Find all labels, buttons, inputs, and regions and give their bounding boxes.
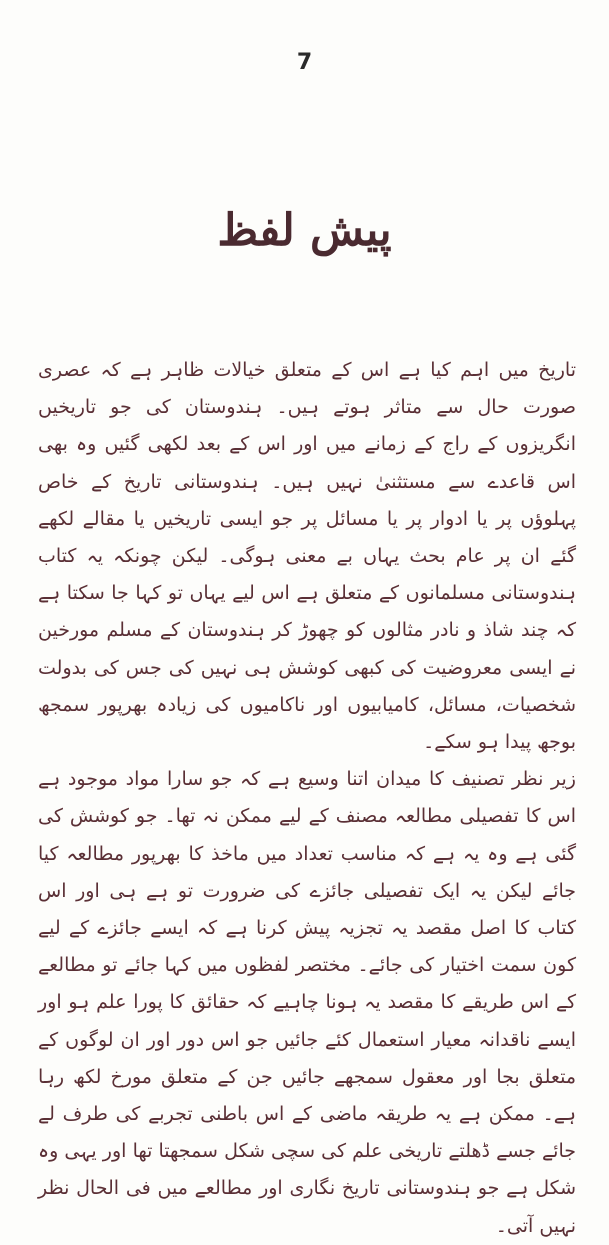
- body-text: [38, 352, 576, 1245]
- paragraph-1: تاریخ میں اہم کیا ہے اس کے متعلق خیالات ظاہر ہے کہ عصری صورت حال سے متاثر ہوتے ہیں۔ ہندوستان کی جو تاریخیں انگریزوں کے راج کے زمانے میں اور اس کے بعد لکھی گئیں وہ بھی اس قاعدے سے مستثنیٰ نہیں ہیں۔ ہندوستانی تاریخ کے خاص پہلوؤں پر یا ادوار پر یا مسائل پر جو ایسی تاریخیں یا مقالے لکھے گئے ان پر عام بحث یہاں بے معنی ہوگی۔ لیکن چونکہ یہ کتاب ہندوستانی مسلمانوں کے متعلق ہے اس لیے یہاں تو کہا جا سکتا ہے کہ چند شاذ و نادر مثالوں کو چھوڑ کر ہندوستان کے مسلم مورخین نے ایسی معروضیت کی کبھی کوشش ہی نہیں کی جس کی بدولت شخصیات، مسائل، کامیابیوں اور ناکامیوں کی زیادہ بھرپور سمجھ بوجھ پیدا ہو سکے۔: [38, 359, 576, 754]
- page-number: 7: [296, 50, 313, 75]
- page-title: پیش لفظ: [217, 205, 392, 256]
- paragraph-2: زیر نظر تصنیف کا میدان اتنا وسیع ہے کہ جو سارا مواد موجود ہے اس کا تفصیلی مطالعہ مصنف کے لیے ممکن نہ تھا۔ جو کوشش کی گئی ہے وہ یہ ہے کہ مناسب تعداد میں ماخذ کا بھرپور مطالعہ کیا جائے لیکن یہ ایک تفصیلی جائزے کی ضرورت تو ہے ہی اور اس کتاب کا اصل مقصد یہ تجزیہ پیش کرنا ہے کہ ایسے جائزے کے لیے کون سمت اختیار کی جائے۔ مختصر لفظوں میں کہا جائے تو مطالعے کے اس طریقے کا مقصد یہ ہونا چاہیے کہ حقائق کا پورا علم ہو اور ایسے ناقدانہ معیار استعمال کئے جائیں جو اس دور اور ان لوگوں کے متعلق بجا اور معقول سمجھے جائیں جن کے متعلق مورخ لکھ رہا ہے۔ ممکن ہے یہ طریقہ ماضی کے اس باطنی تجربے کی طرف لے جائے جسے ڈھلتے تاریخی علم کی سچی شکل سمجھتا تھا اور یہی وہ شکل ہے جو ہندوستانی تاریخ نگاری اور مطالعے میں فی الحال نظر نہیں آتی۔: [38, 768, 576, 1237]
